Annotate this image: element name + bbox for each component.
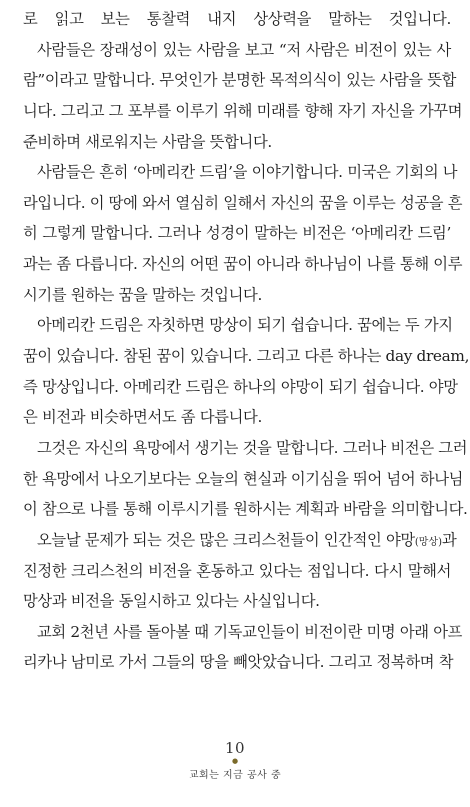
text-line-17: 이 참으로 나를 통해 이루시기를 원하시는 계획과 바람을 의미합니다.	[23, 500, 468, 519]
text-line-20: 망상과 비전을 동일시하고 있다는 사실입니다.	[23, 592, 320, 611]
text-line-8: 히 그렇게 말합니다. 그러나 성경이 말하는 비전은 ‘아메리칸 드림’	[23, 224, 451, 243]
text-line-18-tail: 과	[441, 530, 457, 549]
text-line-6: 사람들은 흔히 ‘아메리칸 드림’을 이야기합니다. 미국은 기회의 나	[37, 163, 458, 182]
text-line-7: 라입니다. 이 땅에 와서 열심히 일해서 자신의 꿈을 이루는 성공을 흔	[23, 193, 463, 212]
text-line-18	[23, 525, 457, 556]
text-line-15: 그것은 자신의 욕망에서 생기는 것을 말합니다. 그러나 비전은 그러	[37, 438, 468, 457]
text-line-18-main: 오늘날 문제가 되는 것은 많은 크리스천들이 인간적인 야망	[37, 530, 415, 549]
text-line-21: 교회 2천년 사를 돌아볼 때 기독교인들이 비전이란 미명 아래 아프	[37, 622, 463, 641]
inline-annotation: (망상)	[414, 536, 442, 548]
text-line-19: 진정한 크리스천의 비전을 혼동하고 있다는 점입니다. 다시 말해서	[23, 561, 451, 580]
text-line-22: 리카나 남미로 가서 그들의 땅을 빼앗았습니다. 그리고 정복하며 착	[23, 653, 454, 672]
text-line-13: 즉 망상입니다. 아메리칸 드림은 하나의 야망이 되기 쉽습니다. 야망	[23, 377, 458, 396]
book-title: 교회는 지금 공사 중	[188, 770, 282, 781]
text-line-10: 시기를 원하는 꿈을 말하는 것입니다.	[23, 285, 262, 304]
footer-dot-icon: ●	[231, 757, 239, 765]
text-line-9: 과는 좀 다릅니다. 자신의 어떤 꿈이 아니라 하나님이 나를 통해 이루	[23, 255, 463, 274]
text-line-3: 람”이라고 말합니다. 무엇인가 분명한 목적의식이 있는 사람을 뜻합	[23, 71, 457, 90]
text-line-12: 꿈이 있습니다. 참된 꿈이 있습니다. 그리고 다른 하나는 day dream,	[23, 347, 470, 366]
text-line-5: 준비하며 새로워지는 사람을 뜻합니다.	[23, 132, 272, 151]
text-line-2: 사람들은 장래성이 있는 사람을 보고 “저 사람은 비전이 있는 사	[37, 40, 451, 59]
body-text	[23, 4, 470, 678]
text-line-1: 로 읽고 보는 통찰력 내지 상상력을 말하는 것입니다.	[23, 10, 451, 28]
page-number: 10	[224, 739, 246, 757]
text-line-4: 니다. 그리고 그 포부를 이루기 위해 미래를 향해 자기 자신을 가꾸며	[23, 101, 463, 120]
text-line-14: 은 비전과 비슷하면서도 좀 다릅니다.	[23, 408, 262, 427]
text-line-11: 아메리칸 드림은 자칫하면 망상이 되기 쉽습니다. 꿈에는 두 가지	[37, 316, 453, 335]
text-line-16: 한 욕망에서 나오기보다는 오늘의 현실과 이기심을 뛰어 넘어 하나님	[23, 469, 464, 488]
